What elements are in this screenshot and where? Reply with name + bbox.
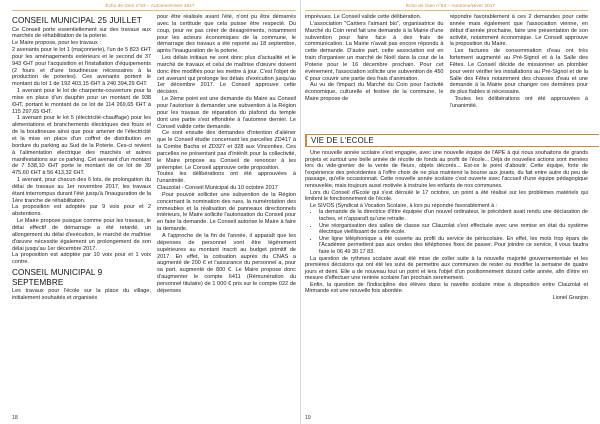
paragraph: 1 avenant pour le lot de charpente-couverture pour la mise en place d'un dauphin pour un montant de 938 €HT, portant le montant de ce lot de 114 269,65 €HT à 115 297,65 €HT.: [12, 88, 151, 115]
page-header: Écho de Gien n°83 – Automne/Hiver 2017: [105, 3, 195, 8]
ecole-list: [305, 209, 588, 255]
left-column-2: [157, 14, 296, 410]
paragraph: Le SIVOS (Syndicat à Vocation Scolaire, à lors pu répondre favorablement à :: [310, 202, 498, 209]
paragraph: Clauzolat - Conseil Municipal du 10 octobre 2017: [157, 185, 278, 192]
paragraph: Les travaux pour l'école sur la place du village, initialement souhaités et organisés: [12, 288, 151, 301]
ecole-article: [305, 150, 588, 410]
paragraph: Pour pouvoir solliciter une subvention de la Région concernant la nomination des rues, la numérotation des immeubles et la réalisation de panneaux directionnels intérieurs, le Maire sollicite l'autorisation du Conseil pour en faire la demande. Le Conseil autorise le Maire à faire la demande.: [157, 191, 296, 233]
heading-conseil-9-septembre: CONSEIL MUNICIPAL 9 SEPTEMBRE: [12, 268, 103, 287]
right-columns: [305, 14, 588, 126]
paragraph: Toutes les délibérations ont été approuvées à l'unanimité.: [449, 96, 588, 109]
page-number: 18: [12, 415, 18, 421]
paragraph: Le Maire propose puisque comme pour les travaux, le délai effectif de démarrage a été retardé, un allongement du délai d'exécution, le marché de maîtrise d'œuvre nécessite également un prolongement de son délai jusqu'au 1er décembre 2017.: [12, 218, 151, 252]
right-column-2: [450, 14, 589, 126]
left-column-1: [12, 14, 151, 410]
left-columns: [12, 14, 296, 410]
paragraph: imprévues. Le Conseil valide cette délibération.: [305, 14, 422, 20]
paragraph: Ce Conseil porte essentiellement sur des travaux aux marchés de réhabilitation de la poterie.: [12, 26, 151, 40]
paragraph: L'association "Cartiers l'aimant bio", organisatrice du Marché du Coin rend fait une demande à la Mairie d'une subvention pour faire face à des frais de communication. La Mairie n'avait pas encore répondu à cette demande. D'autre part, cette association est en train d'organiser un marché de Noël dans la cour de la Poterie pour le 16 décembre prochain. Pour cet événement, l'association sollicite une subvention de 450 € pour couvrir une partie des frais d'animation.: [305, 20, 444, 82]
paragraph: Enfin, la question de l'indiscipline des élèves dans la navette scolaire mise à disposition entre Clauzolat et Mirmande est une nouvelle fois abordée.: [305, 281, 588, 295]
paragraph: Toutes les délibérations ont été approuvées à l'unanimité.: [157, 171, 296, 185]
paragraph: La proposition est adoptée par 9 voix pour et 2 abstentions.: [12, 204, 151, 218]
right-column-1: [305, 14, 444, 126]
page-header: Écho de Gien n°83 – Automne/Hiver 2017: [405, 3, 496, 8]
paragraph: A l'approche de la fin de l'année, il apparaît que les dépenses de personnel vont être légèrement supérieures au montant inscrit au budget primitif de 2017. En effet, la cotisation auprès du CNAS a augmenté de 200 € et l'assurance du personnel a, pour sa part, augmenté de 800 €. Le Maire propose donc d'augmenter le compte 6411 (Rémunération du personnel titulaire) de 1 000 € pris sur le compte 022 de dépenses: [157, 233, 296, 294]
paragraph: La proposition est adoptée par 10 voix pour et 1 voix contre.: [12, 252, 151, 266]
paragraph: pour être réalisés avant l'été, n'ont pu être démarrés avec la certitude que cela puisse être respecté. Du coup, pour ne pas créer de désagréments, notamment pour les acteurs économiques de la commune, le démarrage des travaux a été reporté au 18 septembre, après l'inauguration de la poterie.: [157, 14, 296, 55]
right-page: [300, 0, 600, 424]
paragraph: Les factures de consommation d'eau ont très fortement augmenté au Pré-Signol et à la Salle des Fêtes. Le Conseil décide de missionner un plombier pour venir vérifier les installations au Pré-Signol et de la Salle des Fêtes notamment des chasses d'eau et une demande à la Mairie pour changer ces dernières pour de plus fiables si nécessaire.: [449, 48, 588, 96]
paragraph: répondre favorablement à ces 2 demandes pour cette année mais également que l'association vienne, en début d'année prochaine, faire une présentation de son activité, notamment économique. Le Conseil approuve la proposition du Maire.: [449, 14, 588, 48]
heading-conseil-25-juillet: CONSEIL MUNICIPAL 25 JUILLET: [12, 16, 142, 25]
paragraph: 2 avenants pour le lot 1 (maçonnerie), l'un de 5 823 €HT pour les aménagements extérieurs et le second de 37 943 €HT pour l'acquisition et l'installation d'équipements (2 fours et d'une boudineuse nécessaires à la production de poteries). Ces avenants portent le montant du lot 1 de 192 403,15 €HT à 240 394,29 €HT.: [12, 47, 151, 88]
paragraph: Le Maire propose, pour les travaux :: [12, 40, 101, 47]
list-item: • Une ligne téléphonique a été ouverte au profil du service de périscolaire. En effet, les mots trop épars de l'Académie permettent pas aux ondes des téléphones fixes de passer. Pour joindre ce service, il vous faudra faire le 06 49 30 17 83.: [319, 236, 588, 256]
paragraph: Lors du Conseil d'Ecole qui s'est déroulé le 17 octobre, un point a été réalisé sur les problèmes matériels qui limitent le fonctionnement de l'école.: [305, 189, 588, 203]
list-item: • Une réorganisation des salles de classe sur Clauzolat s'est effectuée avec une remise en état du système électrique vieillissant de cette école.: [319, 223, 588, 236]
paragraph: Ce sont ensuite des demandes d'intention d'aliéner que le Conseil étudie concernant les parcelles ZD417 à la Combe Bacha et ZD327 et 328 aux Vincenties. Ces parcelles ne présentant pas d'intérêt pour la collectivité, le Maire propose au Conseil de renoncer à les préempter. Le Conseil approuve cette proposition.: [157, 130, 296, 171]
header-rule: [305, 10, 588, 11]
section-title-vie-ecole: VIE DE L'ECOLE: [305, 134, 599, 147]
paragraph: Le 2ème point est une demande du Maire au Conseil pour l'autoriser à demander une subvention à la Région pour les travaux de réparation du plafond du temple dont une partie s'est effondrée à l'automne dernier. Le Conseil valide cette demande.: [157, 96, 296, 130]
paragraph: Les délais initiaux ne sont donc plus d'actualité et le marché de travaux et celui de maîtrise d'œuvre doivent donc être modifiés pour les mettre à jour. C'est l'objet de cet avenant qui prolonge les délais d'exécution jusqu'au 1er décembre 2017. Le Conseil approuve cette décision.: [157, 55, 296, 96]
header-rule: [12, 10, 296, 11]
author-signature: Lionel Granjon: [552, 295, 588, 302]
paragraph: 1 avenant pour le lot 5 (électricité-chauffage) pour les alimentations et branchements électriques des fours et de la boudineuse ainsi que pour amener de l'électricité et la mise en place d'un coffret de distribution en bordure du parking au Sud de la Poterie. Ces-ci revient à l'alimentation électrique des marchés et autres manifestations sur ce parking. Cet avenant d'un montant de 7 538,10 €HT porte le montant de ce lot de 39 475,60 €HT à 56 413,32 €HT.: [12, 115, 151, 177]
paragraph: La question de rythmes scolaire avait été mise de coller suite à la nouvelle majorité gouvernementale et les premières décisions qui ont été les suivi de permettre aux communes de rester ou modifier la semaine de quatre jours et demi. Elle a de nouveau tout un point et lera l'objet d'un positionnement durant cette année, afin d'étre en mesure d'effectuer une rentrée scolaire l'an prochain sereinement.: [305, 255, 588, 282]
list-item: • la demande de la directrice d'être équipée d'un nouvel ordinateur, le précédent avait rendu une déclaration de taches, et n'apparaît qu'une retraite.: [319, 209, 588, 222]
paragraph: 1 avenant, pour chacun des 6 lots, de prolongation du délai de travaux au 1er novembre 2017, les travaux étant interrompus durant l'été jusqu'à l'inauguration de la 1ère tranche de réhabilitation.: [12, 177, 151, 204]
page-number: 19: [305, 415, 311, 421]
paragraph: Au vu de l'impact du Marché du Coin pour l'activité économique, culturelle et festive de la commune, le Maire propose de: [305, 82, 444, 103]
paragraph: Une nouvelle année scolaire s'est engagée, avec une nouvelle équipe de l'APE à qui nous souhaitons de grands projets et surtout une belle année de récolte de fonds au profit de l'école... Déjà de nouvelles actions sont menées lors du vide-grenier de la vente de fleurs, objets décorés... Est-ce le point d'aboutir. Cette équipe, forte de l'expérience des précédentes à l'offre choix de ne plus maintenir la bourse aux jouets, du fait entre autre du peu de passage, qu'elle occasionnait. Cette nouvelle année scolaire c'est ouverte avec l'accueil d'une équipe pédagogique renouvelée, mais toujours aussi motivée à instruire les enfants de nos communes.: [305, 150, 588, 189]
